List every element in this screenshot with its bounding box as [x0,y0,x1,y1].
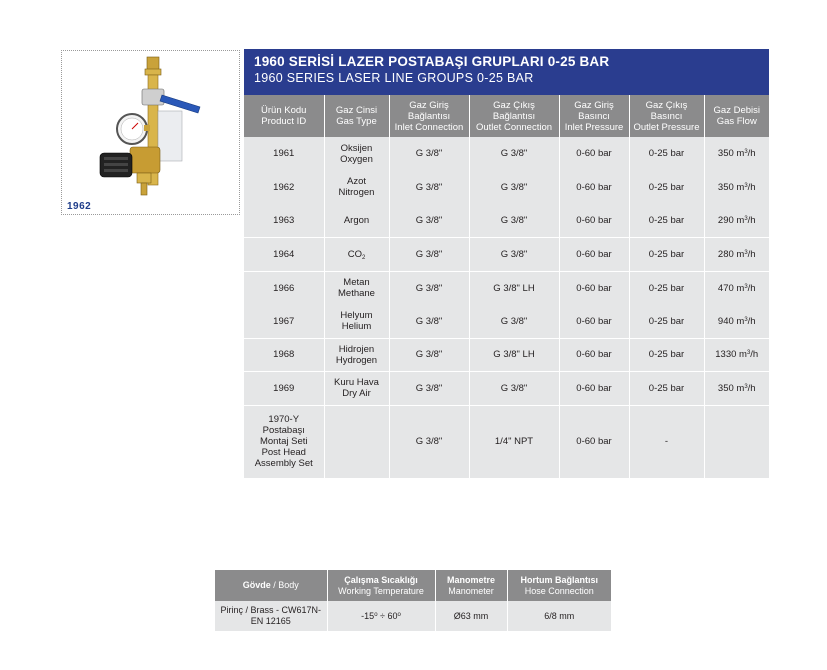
cell-gas-type: Oksijen Oxygen [324,137,389,171]
cell-product-id: 1970-Y Postabaşı Montaj Seti Post Head Assembly Set [244,405,324,478]
cell-flow: 1330 $m^3/h$ [704,338,769,372]
cell-outlet: 1/4" NPT [469,405,559,478]
table-row [244,238,769,272]
table-row [244,171,769,205]
cell-flow: 350 $m^3/h$ [704,137,769,171]
cell-inlet-pressure: 0-60 bar [559,171,629,205]
specs-table [215,570,611,631]
cell-outlet-pressure: 0-25 bar [629,271,704,305]
cell-inlet: G 3/8" [389,271,469,305]
cell-inlet-pressure: 0-60 bar [559,238,629,272]
cell-gas-type: Azot Nitrogen [324,171,389,205]
header-gas-flow: Gaz Debisi Gas Flow [704,95,769,137]
table-row [244,338,769,372]
header-inlet-pressure: Gaz Giriş Basıncı Inlet Pressure [559,95,629,137]
cell-outlet-pressure: 0-25 bar [629,171,704,205]
table-row [244,204,769,238]
cell-outlet: G 3/8" [469,204,559,238]
cell-flow: 470 $m^3/h$ [704,271,769,305]
header-product-id: Ürün Kodu Product ID [244,95,324,137]
cell-outlet-pressure: 0-25 bar [629,204,704,238]
cell-product-id: 1964 [244,238,324,272]
photo-label: 1962 [67,201,92,212]
table-row [244,271,769,305]
cell-product-id: 1962 [244,171,324,205]
cell-outlet-pressure: - [629,405,704,478]
cell-product-id: 1961 [244,137,324,171]
cell-outlet-pressure: 0-25 bar [629,338,704,372]
header-inlet-connection: Gaz Giriş Bağlantısı Inlet Connection [389,95,469,137]
table-row [244,405,769,478]
cell-manometer: Ø63 mm [435,601,507,631]
header-working-temperature: Çalışma Sıcaklığı Working Temperature [327,570,435,601]
cell-working-temperature: $-15^o \div 60^o$ [327,601,435,631]
cell-inlet: G 3/8" [389,405,469,478]
header-hose-connection: Hortum Bağlantısı Hose Connection [507,570,611,601]
cell-body-material: Pirinç / Brass - CW617N- EN 12165 [215,601,327,631]
cell-flow: 350 $m^3/h$ [704,372,769,406]
header-manometer: Manometre Manometer [435,570,507,601]
cell-gas-type: Hidrojen Hydrogen [324,338,389,372]
table-row [244,137,769,171]
cell-inlet-pressure: 0-60 bar [559,204,629,238]
title-turkish: 1960 SERİSİ LAZER POSTABAŞI GRUPLARI 0-25 BAR [254,54,610,69]
cell-inlet-pressure: 0-60 bar [559,372,629,406]
cell-product-id: 1963 [244,204,324,238]
cell-outlet-pressure: 0-25 bar [629,238,704,272]
cell-outlet-pressure: 0-25 bar [629,305,704,339]
regulator-illustration [62,51,239,214]
cell-outlet: G 3/8" [469,305,559,339]
header-outlet-connection: Gaz Çıkış Bağlantısı Outlet Connection [469,95,559,137]
cell-outlet: G 3/8" LH [469,338,559,372]
cell-product-id: 1968 [244,338,324,372]
cell-inlet-pressure: 0-60 bar [559,305,629,339]
cell-inlet: G 3/8" [389,137,469,171]
cell-gas-type: Helyum Helium [324,305,389,339]
cell-gas-type: Kuru Hava Dry Air [324,372,389,406]
cell-gas-type: Argon [324,204,389,238]
cell-outlet: G 3/8" LH [469,271,559,305]
title-english: 1960 SERIES LASER LINE GROUPS 0-25 BAR [254,71,534,85]
cell-inlet-pressure: 0-60 bar [559,405,629,478]
header-body: Gövde / Body [215,570,327,601]
header-outlet-pressure: Gaz Çıkış Basıncı Outlet Pressure [629,95,704,137]
cell-inlet-pressure: 0-60 bar [559,271,629,305]
cell-inlet-pressure: 0-60 bar [559,137,629,171]
table-header-row [244,95,769,137]
cell-inlet: G 3/8" [389,238,469,272]
cell-inlet: G 3/8" [389,305,469,339]
table-row [244,305,769,339]
cell-inlet-pressure: 0-60 bar [559,338,629,372]
cell-product-id: 1967 [244,305,324,339]
cell-flow: 350 $m^3/h$ [704,171,769,205]
table-row [244,372,769,406]
cell-gas-type [324,405,389,478]
cell-outlet: G 3/8" [469,238,559,272]
cell-inlet: G 3/8" [389,204,469,238]
product-table [244,95,769,478]
cell-outlet: G 3/8" [469,171,559,205]
cell-flow: 940 $m^3/h$ [704,305,769,339]
specs-header-row [215,570,611,601]
cell-outlet-pressure: 0-25 bar [629,137,704,171]
cell-outlet: G 3/8" [469,372,559,406]
cell-inlet: G 3/8" [389,372,469,406]
cell-gas-type: $CO_2$ [324,238,389,272]
cell-outlet: G 3/8" [469,137,559,171]
cell-inlet: G 3/8" [389,171,469,205]
cell-gas-type: Metan Methane [324,271,389,305]
specs-row [215,601,611,631]
product-photo [61,50,240,215]
cell-hose-connection: 6/8 mm [507,601,611,631]
cell-outlet-pressure: 0-25 bar [629,372,704,406]
title-banner [244,49,769,95]
cell-product-id: 1969 [244,372,324,406]
cell-flow: 290 $m^3/h$ [704,204,769,238]
header-gas-type: Gaz Cinsi Gas Type [324,95,389,137]
cell-flow [704,405,769,478]
cell-flow: 280 $m^3/h$ [704,238,769,272]
cell-inlet: G 3/8" [389,338,469,372]
cell-product-id: 1966 [244,271,324,305]
